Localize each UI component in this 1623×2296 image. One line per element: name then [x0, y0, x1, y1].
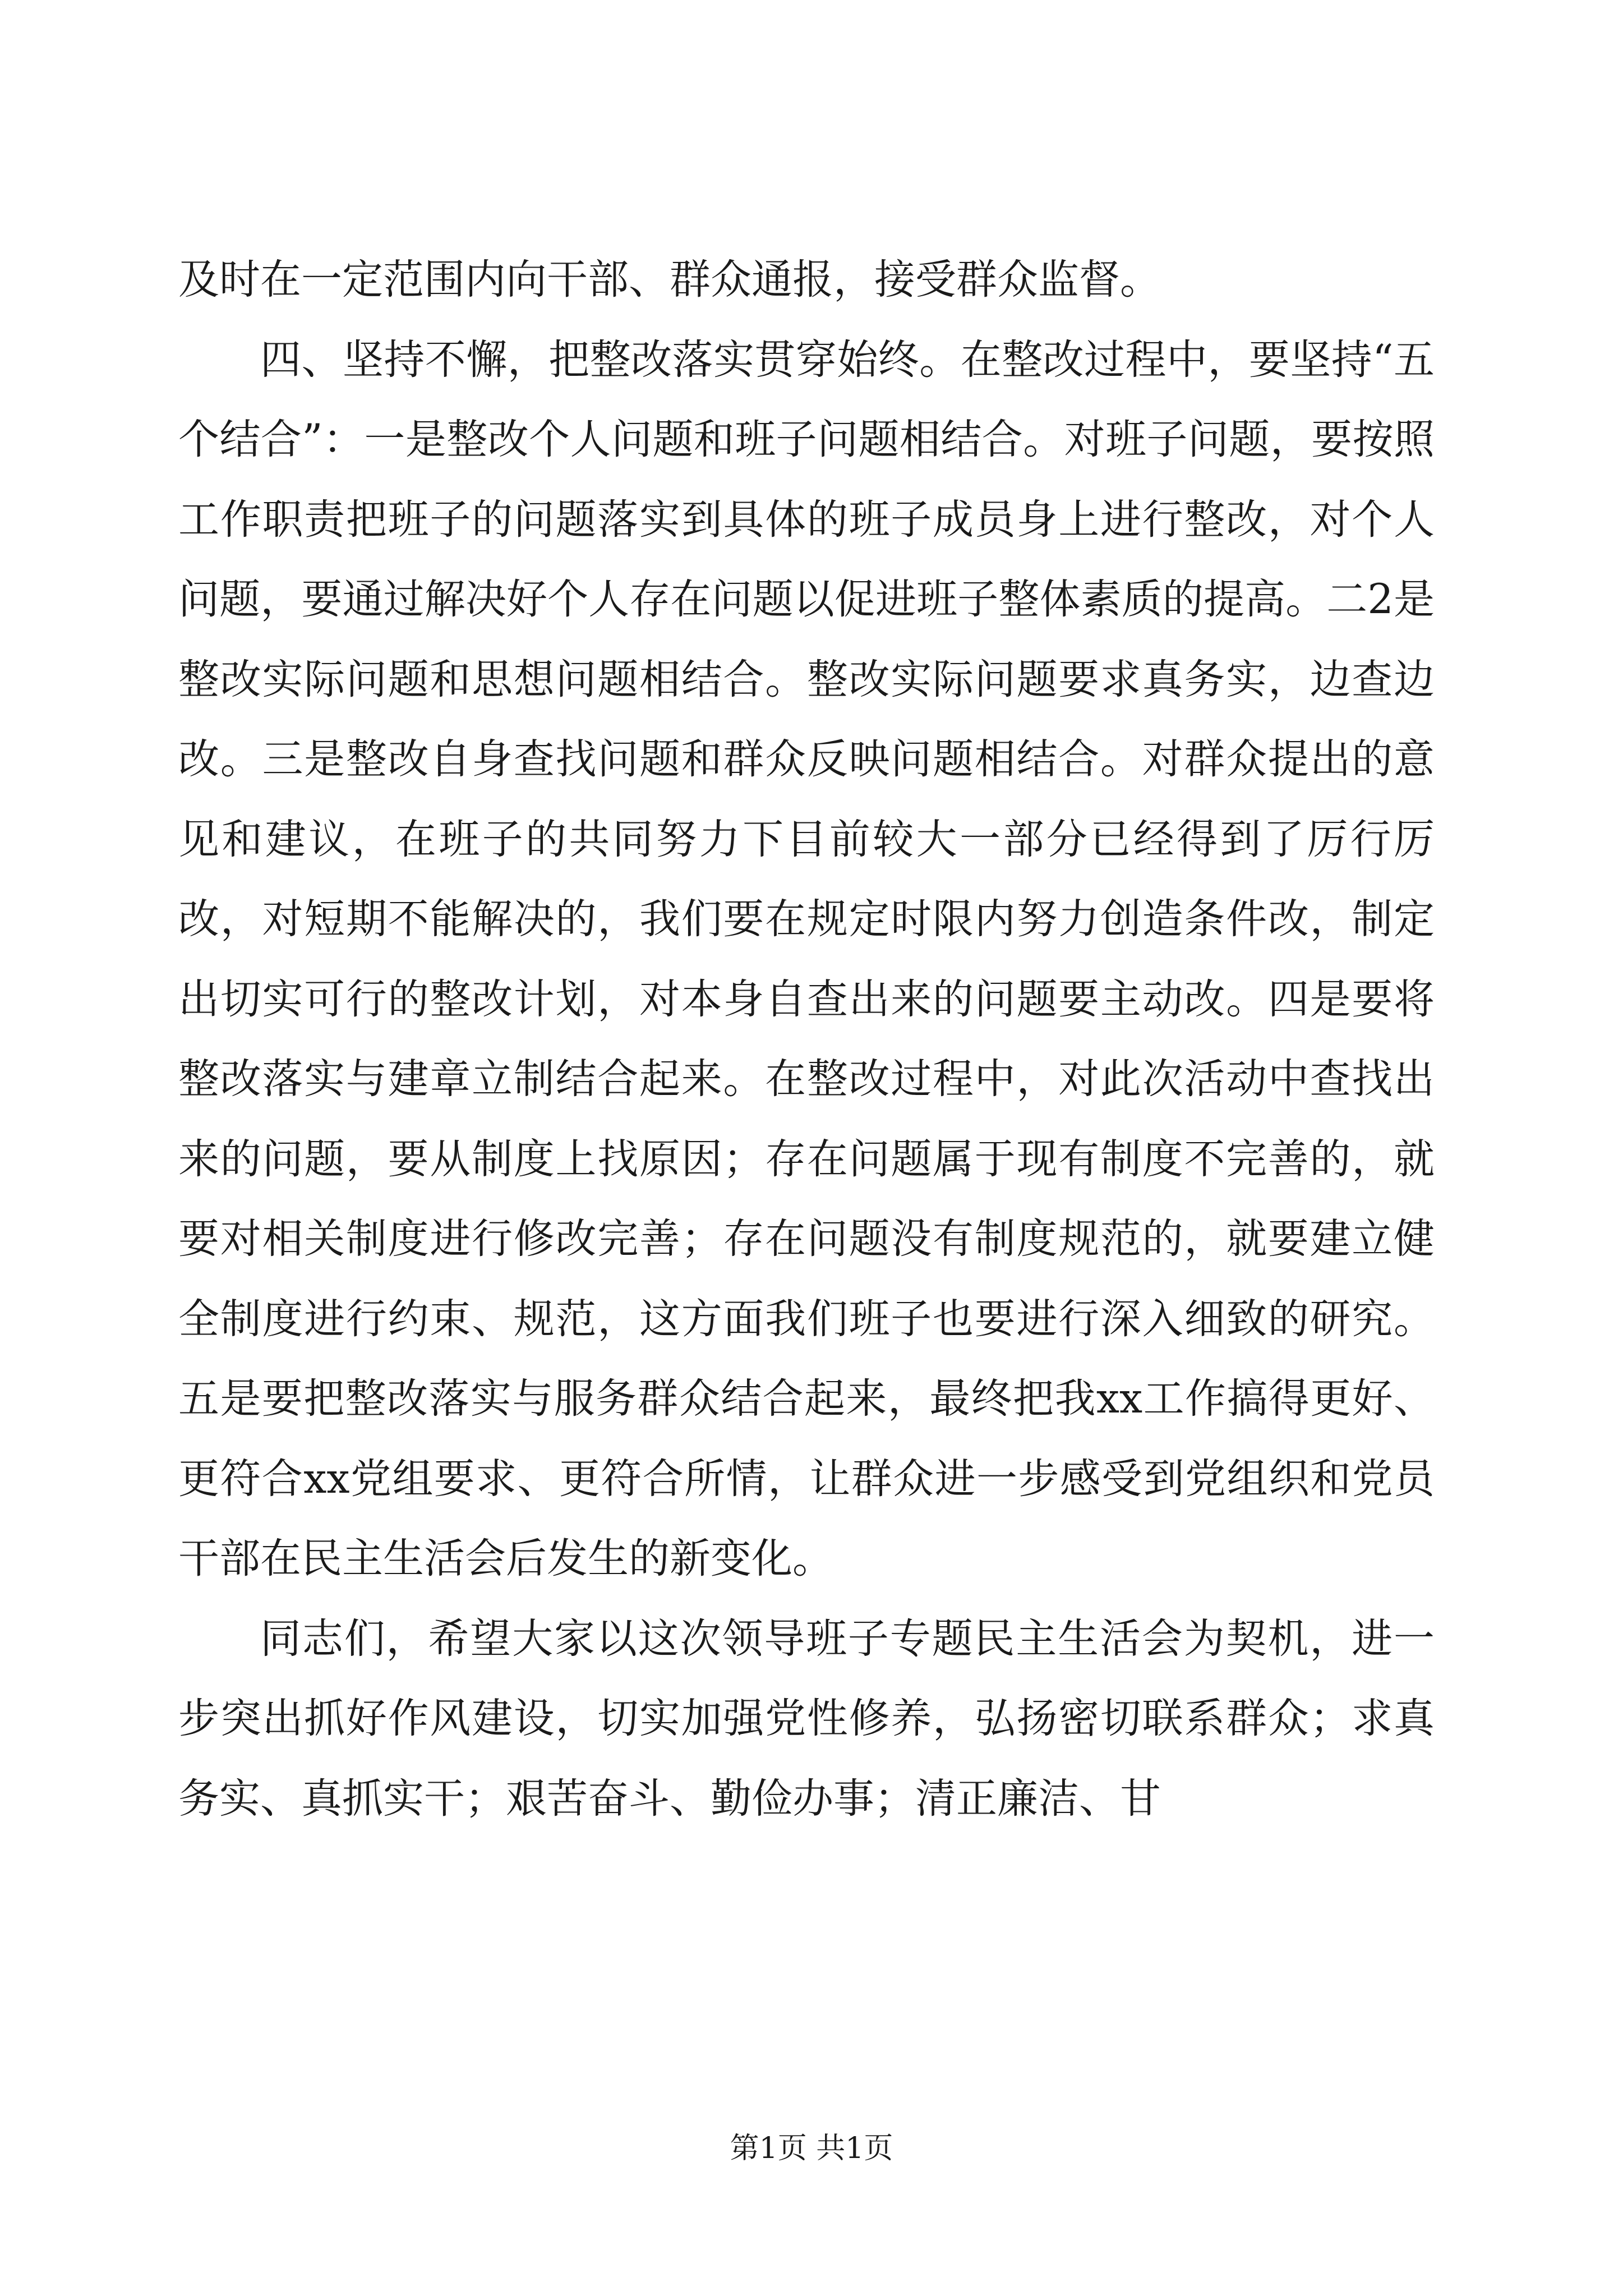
page-footer: 第1页 共1页	[730, 2132, 893, 2165]
document-body	[178, 240, 1435, 1839]
paragraph-section-four: 四、坚持不懈，把整改落实贯穿始终。在整改过程中，要坚持“五个结合”：一是整改个人问题和班子问题相结合。对班子问题，要按照工作职责把班子的问题落实到具体的班子成员身上进行整改，对个人问题，要通过解决好个人存在问题以促进班子整体素质的提高。二2是整改实际问题和思想问题相结合。整改实际问题要求真务实，边查边改。三是整改自身查找问题和群众反映问题相结合。对群众提出的意见和建议，在班子的共同努力下目前较大一部分已经得到了厉行厉改，对短期不能解决的，我们要在规定时限内努力创造条件改，制定出切实可行的整改计划，对本身自查出来的问题要主动改。四是要将整改落实与建章立制结合起来。在整改过程中，对此次活动中查找出来的问题，要从制度上找原因；存在问题属于现有制度不完善的，就要对相关制度进行修改完善；存在问题没有制度规范的，就要建立健全制度进行约束、规范，这方面我们班子也要进行深入细致的研究。五是要把整改落实与服务群众结合起来，最终把我xx工作搞得更好、更符合xx党组要求、更符合所情，让群众进一步感受到党组织和党员干部在民主生活会后发生的新变化。	[178, 335, 1435, 1582]
paragraph-closing: 同志们，希望大家以这次领导班子专题民主生活会为契机，进一步突出抓好作风建设，切实加强党性修养，弘扬密切联系群众；求真务实、真抓实干；艰苦奋斗、勤俭办事；清正廉洁、甘	[178, 1614, 1435, 1823]
paragraph-continuation: 及时在一定范围内向干部、群众通报，接受群众监督。	[178, 256, 1161, 303]
